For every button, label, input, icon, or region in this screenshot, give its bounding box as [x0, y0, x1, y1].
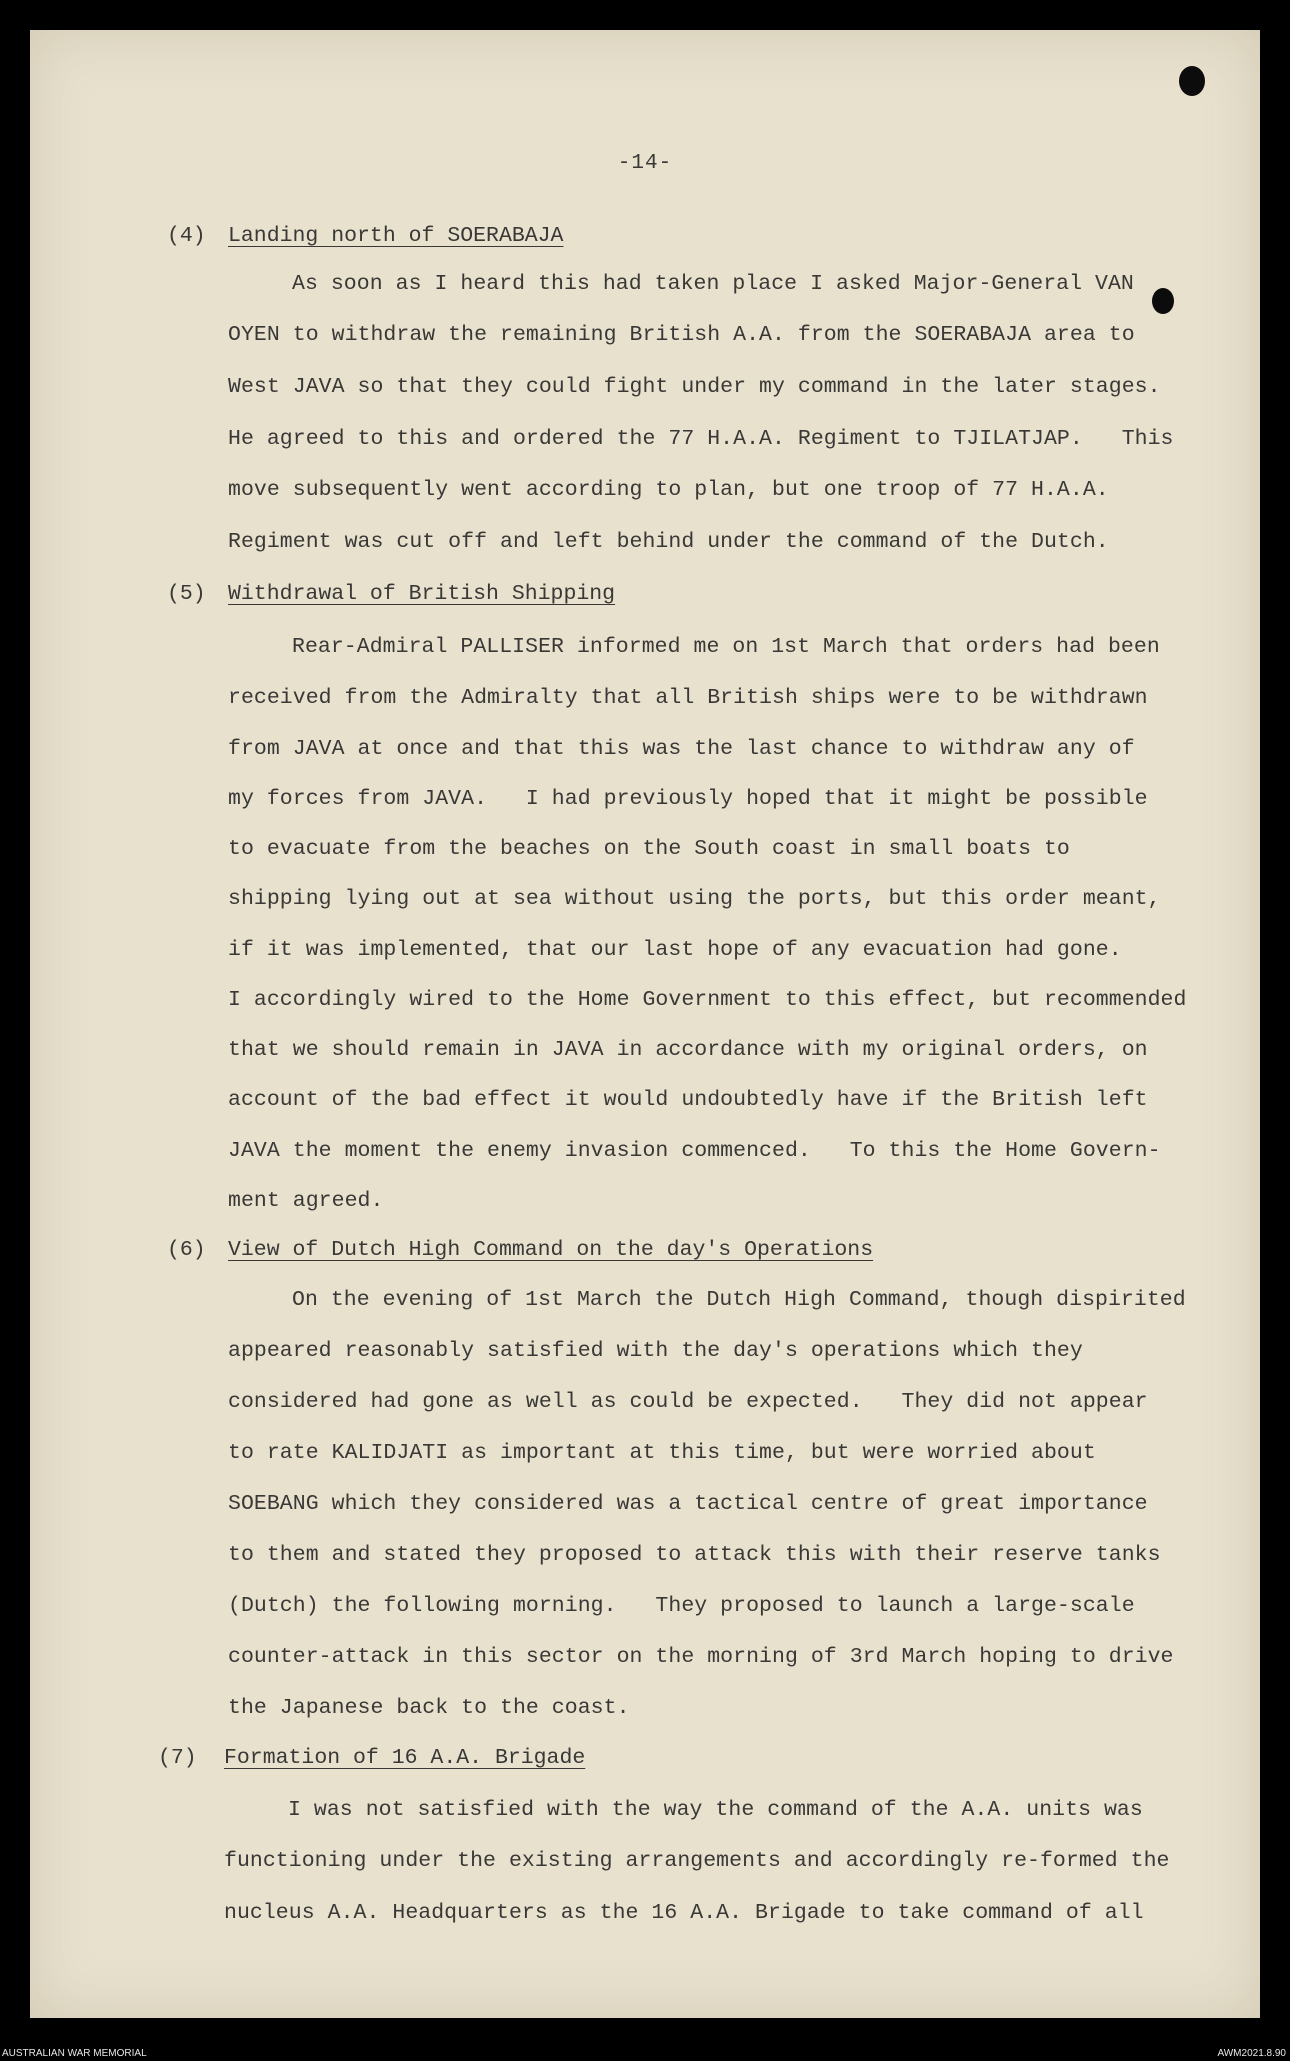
- paragraph-line: As soon as I heard this had taken place I asked Major-General VAN: [292, 272, 1134, 296]
- paragraph-line: I accordingly wired to the Home Government to this effect, but recommended: [228, 988, 1187, 1012]
- footer-reference-number: AWM2021.8.90: [1217, 2048, 1286, 2059]
- paragraph-line: to rate KALIDJATI as important at this time, but were worried about: [228, 1441, 1096, 1465]
- paragraph-line: shipping lying out at sea without using the ports, but this order meant,: [228, 887, 1161, 911]
- page-number: -14-: [617, 152, 673, 175]
- paragraph-line: received from the Admiralty that all British ships were to be withdrawn: [228, 686, 1148, 710]
- paragraph-line: West JAVA so that they could fight under my command in the later stages.: [228, 375, 1161, 399]
- paragraph-line: On the evening of 1st March the Dutch High Command, though dispirited: [292, 1288, 1186, 1312]
- paragraph-line: Regiment was cut off and left behind under the command of the Dutch.: [228, 530, 1109, 554]
- paragraph-line: account of the bad effect it would undoubtedly have if the British left: [228, 1088, 1148, 1112]
- paragraph-line: He agreed to this and ordered the 77 H.A.A. Regiment to TJILATJAP. This: [228, 427, 1174, 451]
- paragraph-line: Rear-Admiral PALLISER informed me on 1st March that orders had been: [292, 635, 1160, 659]
- document-page: [30, 30, 1260, 2018]
- paragraph-line: I was not satisfied with the way the command of the A.A. units was: [288, 1798, 1143, 1822]
- section-number: (7): [158, 1746, 197, 1770]
- paragraph-line: to evacuate from the beaches on the South coast in small boats to: [228, 837, 1070, 861]
- paragraph-line: to them and stated they proposed to attack this with their reserve tanks: [228, 1543, 1161, 1567]
- paragraph-line: functioning under the existing arrangements and accordingly re-formed the: [224, 1849, 1170, 1873]
- punch-hole-middle: [1152, 288, 1174, 314]
- paragraph-line: move subsequently went according to plan, but one troop of 77 H.A.A.: [228, 478, 1109, 502]
- paragraph-line: from JAVA at once and that this was the last chance to withdraw any of: [228, 737, 1135, 761]
- paragraph-line: JAVA the moment the enemy invasion commenced. To this the Home Govern-: [228, 1139, 1161, 1163]
- paragraph-line: (Dutch) the following morning. They proposed to launch a large-scale: [228, 1594, 1135, 1618]
- paragraph-line: the Japanese back to the coast.: [228, 1696, 630, 1720]
- paragraph-line: nucleus A.A. Headquarters as the 16 A.A. Brigade to take command of all: [224, 1901, 1144, 1925]
- section-number: (4): [167, 224, 206, 248]
- paragraph-line: counter-attack in this sector on the morning of 3rd March hoping to drive: [228, 1645, 1174, 1669]
- section-number: (5): [167, 582, 206, 606]
- section-heading: Landing north of SOERABAJA: [228, 224, 564, 248]
- paragraph-line: OYEN to withdraw the remaining British A.A. from the SOERABAJA area to: [228, 323, 1135, 347]
- section-heading: Withdrawal of British Shipping: [228, 582, 616, 606]
- paragraph-line: my forces from JAVA. I had previously hoped that it might be possible: [228, 787, 1148, 811]
- paragraph-line: ment agreed.: [228, 1189, 384, 1213]
- section-heading: View of Dutch High Command on the day's Operations: [228, 1238, 874, 1262]
- paragraph-line: considered had gone as well as could be expected. They did not appear: [228, 1390, 1148, 1414]
- footer-archive-name: AUSTRALIAN WAR MEMORIAL: [2, 2048, 147, 2059]
- punch-hole-top: [1179, 66, 1205, 96]
- paragraph-line: appeared reasonably satisfied with the day's operations which they: [228, 1339, 1083, 1363]
- paragraph-line: if it was implemented, that our last hope of any evacuation had gone.: [228, 938, 1122, 962]
- paragraph-line: SOEBANG which they considered was a tactical centre of great importance: [228, 1492, 1148, 1516]
- section-heading: Formation of 16 A.A. Brigade: [224, 1746, 586, 1770]
- section-number: (6): [167, 1238, 206, 1262]
- paragraph-line: that we should remain in JAVA in accordance with my original orders, on: [228, 1038, 1148, 1062]
